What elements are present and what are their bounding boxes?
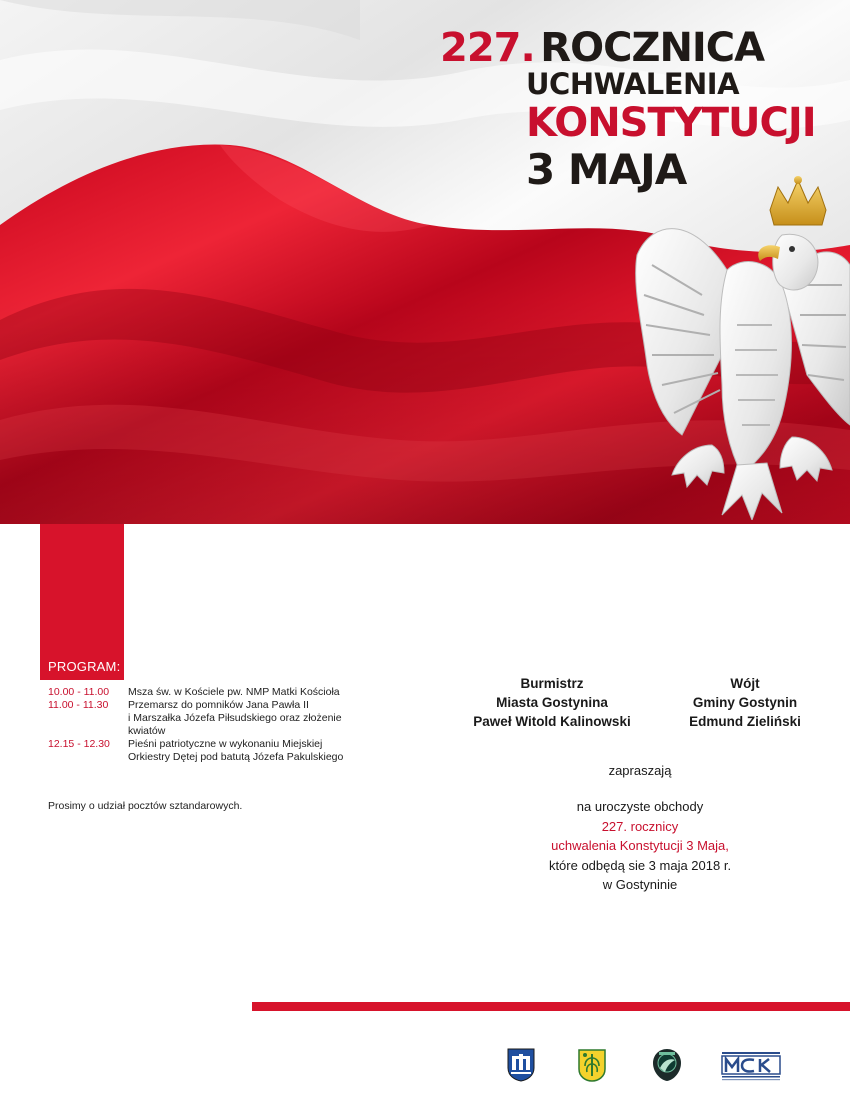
host-mayor <box>452 674 652 731</box>
host-name: Edmund Zieliński <box>689 714 801 729</box>
program-description-line: Msza św. w Kościele pw. NMP Matki Kościoła <box>128 686 340 698</box>
headline-uchwalenia: UCHWALENIA <box>526 67 740 101</box>
program-item <box>48 738 388 764</box>
program-time: 11.00 - 11.30 <box>48 699 109 711</box>
host-name: Paweł Witold Kalinowski <box>473 714 631 729</box>
bottom-red-bar <box>252 1002 850 1011</box>
program-item <box>48 699 388 738</box>
headline-rocznica: ROCZNICA <box>540 25 765 71</box>
host-office: Gminy Gostynin <box>692 695 798 710</box>
host-title: Burmistrz <box>520 676 584 691</box>
program-description-line: i Marszałka Józefa Piłsudskiego oraz złożenie <box>128 712 342 724</box>
program-heading: PROGRAM: <box>48 659 121 674</box>
headline-konstytucji: KONSTYTUCJI <box>526 100 816 146</box>
program-description-line: Przemarsz do pomników Jana Pawła II <box>128 699 309 711</box>
anniversary-number: 227. <box>440 25 535 71</box>
program-description-line: Orkiestry Dętej pod batutą Józefa Pakulskiego <box>128 751 344 763</box>
headline-3-maja: 3 MAJA <box>526 145 687 194</box>
invitation-line-highlight: uchwalenia Konstytucji 3 Maja, <box>551 838 729 853</box>
program-description-line: kwiatów <box>128 725 166 737</box>
invitation-line: na uroczyste obchody <box>576 799 704 814</box>
gostynin-city-crest-icon <box>507 1048 535 1082</box>
program-time: 10.00 - 11.00 <box>48 686 110 698</box>
standard-bearers-note: Prosimy o udział pocztów sztandarowych. <box>48 800 243 812</box>
flag-banner <box>0 0 850 524</box>
host-office: Miasta Gostynina <box>496 695 608 710</box>
event-headline <box>440 25 840 194</box>
host-commune-head <box>665 674 825 731</box>
host-title: Wójt <box>730 676 760 691</box>
program-description <box>128 686 388 699</box>
invitation-line-highlight: 227. rocznicy <box>601 818 679 834</box>
invitation-text <box>490 797 790 895</box>
gostynin-commune-crest-icon <box>577 1048 607 1082</box>
program-item <box>48 686 388 699</box>
program-description <box>128 738 388 764</box>
white-eagle-icon <box>632 175 850 520</box>
school-emblem-icon <box>652 1048 682 1082</box>
program-description <box>128 699 388 738</box>
invite-verb: zapraszają <box>608 763 672 778</box>
mck-logo-icon <box>720 1048 782 1082</box>
invitation-line: które odbędą sie 3 maja 2018 r. <box>548 857 732 873</box>
program-list <box>48 686 388 764</box>
invitation-line: w Gostyninie <box>602 877 678 892</box>
program-description-line: Pieśni patriotyczne w wykonaniu Miejskiej <box>128 738 323 750</box>
red-accent-block <box>40 524 124 680</box>
program-time: 12.15 - 12.30 <box>48 738 110 750</box>
